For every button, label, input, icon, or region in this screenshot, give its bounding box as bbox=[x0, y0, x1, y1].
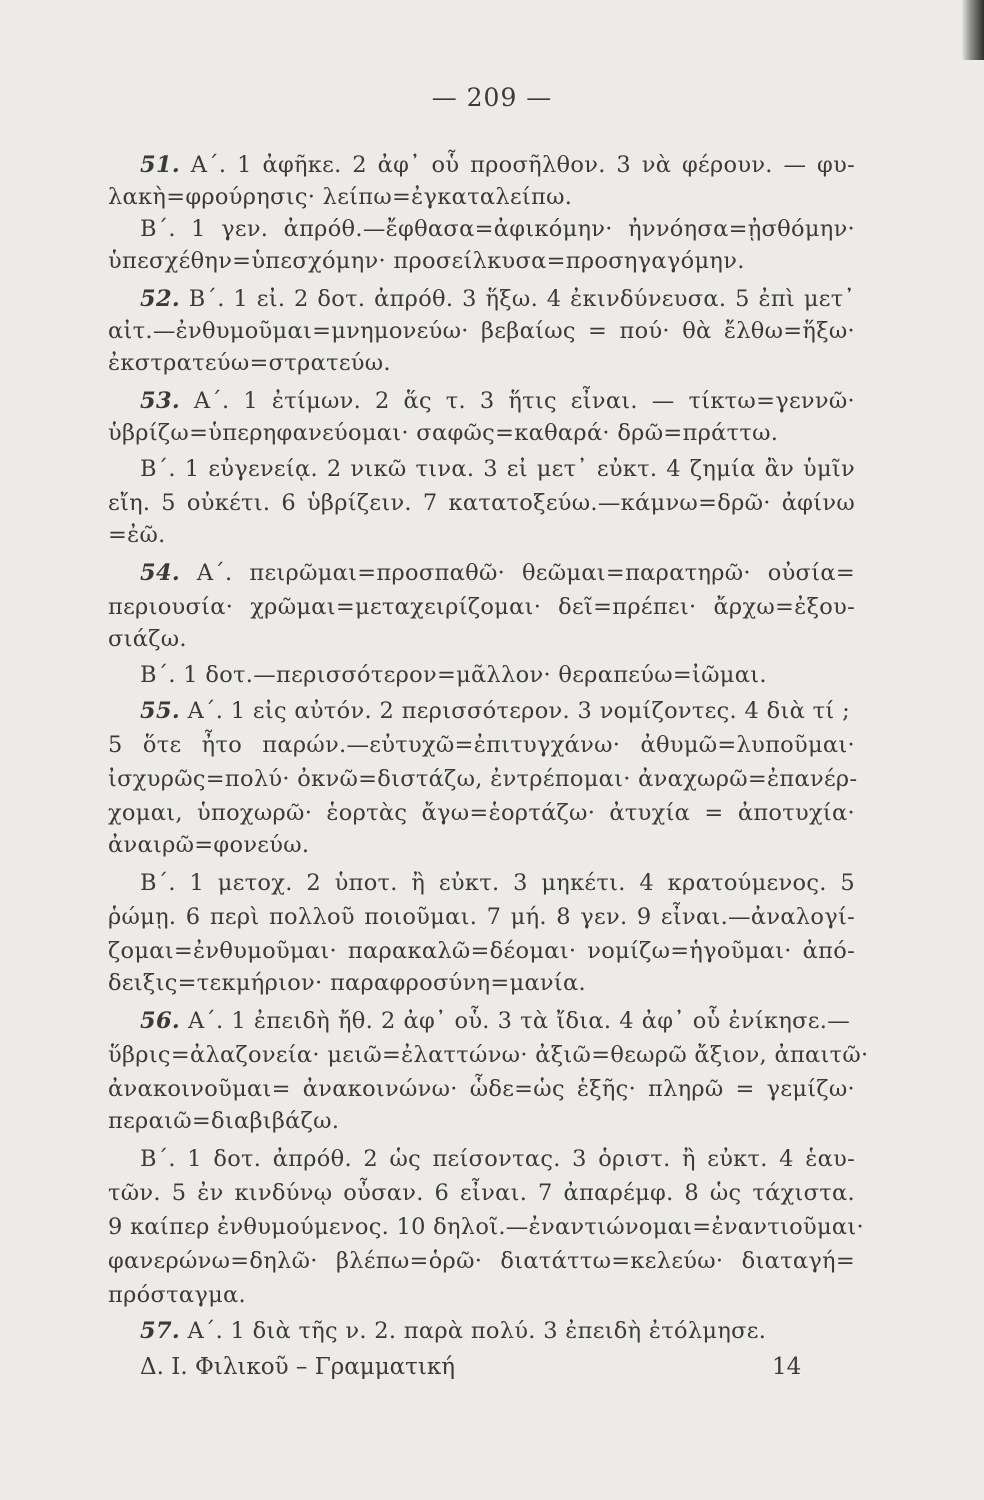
text-line bbox=[108, 348, 391, 378]
text-line bbox=[140, 454, 855, 484]
line-text: ζομαι=ἐνθυμοῦμαι· παρακαλῶ=δέομαι· νομίζω=ἡγοῦμαι· ἀπό- bbox=[108, 938, 855, 964]
text-line bbox=[108, 592, 855, 622]
line-text: λακὴ=φρούρησις· λείπω=ἐγκαταλείπω. bbox=[108, 184, 573, 210]
text-line bbox=[108, 624, 198, 654]
line-text: Β΄. 1 δοτ. ἀπρόθ. 2 ὡς πείσοντας. 3 ὁριστ. ἢ εὐκτ. 4 ἑαυ- bbox=[140, 1146, 855, 1172]
line-text: σιάζω. bbox=[108, 626, 187, 652]
exercise-number: 55. bbox=[140, 698, 181, 724]
line-text: ἀνακοινοῦμαι= ἀνακοινώνω· ὧδε=ὡς ἑξῆς· πληρῶ = γεμίζω· bbox=[108, 1076, 855, 1102]
line-text: περιουσία· χρῶμαι=μεταχειρίζομαι· δεῖ=πρέπει· ἄρχω=ἐξου- bbox=[108, 594, 855, 620]
text-line bbox=[140, 284, 855, 314]
text-line bbox=[140, 386, 855, 416]
text-line bbox=[140, 150, 855, 180]
line-text: Β΄. 1 μετοχ. 2 ὑποτ. ἢ εὐκτ. 3 μηκέτι. 4 κρατούμενος. 5 bbox=[140, 870, 855, 896]
text-line bbox=[108, 1280, 248, 1310]
text-line bbox=[140, 1006, 850, 1036]
line-text: αἰτ.—ἐνθυμοῦμαι=μνημονεύω· βεβαίως = πού· θὰ ἔλθω=ἥξω· bbox=[108, 318, 855, 344]
text-line bbox=[140, 868, 855, 898]
text-line bbox=[108, 316, 855, 346]
line-text: Α΄. 1 ἀφῆκε. 2 ἀφ᾿ οὗ προσῆλθον. 3 νὰ φέρουν. — φυ- bbox=[180, 152, 855, 178]
page-edge-shadow bbox=[962, 0, 984, 60]
page-number-header: — 209 — bbox=[431, 83, 553, 112]
line-text: ἀναιρῶ=φονεύω. bbox=[108, 832, 310, 858]
line-text: φανερώνω=δηλῶ· βλέπω=ὁρῶ· διατάττω=κελεύω· διαταγή= bbox=[108, 1248, 855, 1274]
text-line bbox=[108, 1074, 855, 1104]
text-line bbox=[108, 246, 745, 276]
line-text: Α΄. πειρῶμαι=προσπαθῶ· θεῶμαι=παρατηρῶ· οὐσία= bbox=[180, 560, 855, 586]
text-line bbox=[108, 1212, 864, 1242]
exercise-number: 57. bbox=[140, 1318, 181, 1344]
line-text: δειξις=τεκμήριον· παραφροσύνη=μανία. bbox=[108, 970, 586, 996]
text-line bbox=[108, 936, 855, 966]
line-text: Β΄. 1 δοτ.—περισσότερον=μᾶλλον· θεραπεύω=ἰῶμαι. bbox=[140, 662, 767, 688]
line-text: =ἐῶ. bbox=[108, 522, 166, 548]
line-text: χομαι, ὑποχωρῶ· ἑορτὰς ἄγω=ἑορτάζω· ἀτυχία = ἀποτυχία· bbox=[108, 800, 855, 826]
exercise-number: 54. bbox=[140, 560, 181, 586]
text-line bbox=[140, 1144, 855, 1174]
exercise-number: 53. bbox=[140, 388, 181, 414]
line-text: ἐκστρατεύω=στρατεύω. bbox=[108, 350, 391, 376]
line-text: Α΄. 1 εἰς αὐτόν. 2 περισσότερον. 3 νομίζοντες. 4 διὰ τί ; bbox=[180, 698, 850, 724]
line-text: ἰσχυρῶς=πολύ· ὀκνῶ=διστάζω, ἐντρέπομαι· ἀναχωρῶ=ἐπανέρ- bbox=[108, 766, 858, 792]
line-text: Α΄. 1 διὰ τῆς ν. 2. παρὰ πολύ. 3 ἐπειδὴ ἐτόλμησε. bbox=[180, 1318, 767, 1344]
line-text: Α΄. 1 ἐτίμων. 2 ἅς τ. 3 ἥτις εἶναι. — τίκτω=γεννῶ· bbox=[180, 388, 855, 414]
text-line bbox=[108, 730, 855, 760]
line-text: πρόσταγμα. bbox=[108, 1282, 246, 1308]
text-line bbox=[140, 214, 855, 244]
exercise-number: 51. bbox=[140, 152, 181, 178]
line-text: 9 καίπερ ἐνθυμούμενος. 10 δηλοῖ.—ἐναντιώνομαι=ἐναντιοῦμαι· bbox=[108, 1214, 864, 1240]
text-line bbox=[108, 520, 188, 550]
text-line bbox=[108, 902, 855, 932]
line-text: ὑβρίζω=ὑπερηφανεύομαι· σαφῶς=καθαρά· δρῶ=πράττω. bbox=[108, 420, 779, 446]
line-text: Β΄. 1 γεν. ἀπρόθ.—ἔφθασα=ἀφικόμην· ἠννόησα=ᾐσθόμην· bbox=[140, 216, 855, 242]
line-text: 5 ὅτε ἦτο παρών.—εὐτυχῶ=ἐπιτυγχάνω· ἀθυμῶ=λυποῦμαι· bbox=[108, 732, 855, 758]
text-line bbox=[140, 660, 770, 690]
text-line bbox=[108, 1178, 855, 1208]
text-line bbox=[108, 1246, 855, 1276]
text-line bbox=[108, 968, 586, 998]
text-line bbox=[108, 1040, 869, 1070]
footer-signature: Δ. Ι. Φιλικοῦ – Γραμματική bbox=[140, 1354, 456, 1380]
footer-sheet-number: 14 bbox=[772, 1354, 802, 1380]
text-line bbox=[108, 798, 855, 828]
line-text: τῶν. 5 ἐν κινδύνῳ οὖσαν. 6 εἶναι. 7 ἀπαρέμφ. 8 ὡς τάχιστα. bbox=[108, 1180, 855, 1206]
text-line bbox=[108, 1106, 348, 1136]
text-line bbox=[108, 764, 858, 794]
text-line bbox=[108, 182, 573, 212]
line-text: Β΄. 1 εὐγενείᾳ. 2 νικῶ τινα. 3 εἰ μετ᾿ εὐκτ. 4 ζημία ἂν ὑμῖν bbox=[140, 456, 855, 482]
exercise-number: 56. bbox=[140, 1008, 181, 1034]
text-line bbox=[108, 418, 788, 448]
line-text: ὕβρις=ἀλαζονεία· μειῶ=ἐλαττώνω· ἀξιῶ=θεωρῶ ἄξιον, ἀπαιτῶ· bbox=[108, 1042, 869, 1068]
line-text: ῥώμῃ. 6 περὶ πολλοῦ ποιοῦμαι. 7 μή. 8 γεν. 9 εἶναι.—ἀναλογί- bbox=[108, 904, 855, 930]
text-line bbox=[140, 1316, 780, 1346]
line-text: Α΄. 1 ἐπειδὴ ἤθ. 2 ἀφ᾿ οὗ. 3 τὰ ἴδια. 4 ἀφ᾿ οὗ ἐνίκησε.— bbox=[180, 1008, 850, 1034]
line-text: περαιῶ=διαβιβάζω. bbox=[108, 1108, 340, 1134]
exercise-number: 52. bbox=[140, 286, 181, 312]
text-line bbox=[140, 558, 855, 588]
text-line bbox=[140, 696, 850, 726]
line-text: Β΄. 1 εἰ. 2 δοτ. ἀπρόθ. 3 ἥξω. 4 ἐκινδύνευσα. 5 ἐπὶ μετ᾿ bbox=[180, 286, 855, 312]
text-line bbox=[108, 488, 855, 518]
text-line bbox=[108, 830, 328, 860]
line-text: ὑπεσχέθην=ὑπεσχόμην· προσείλκυσα=προσηγαγόμην. bbox=[108, 248, 745, 274]
line-text: εἴη. 5 οὐκέτι. 6 ὑβρίζειν. 7 κατατοξεύω.—κάμνω=δρῶ· ἀφίνω bbox=[108, 490, 855, 516]
